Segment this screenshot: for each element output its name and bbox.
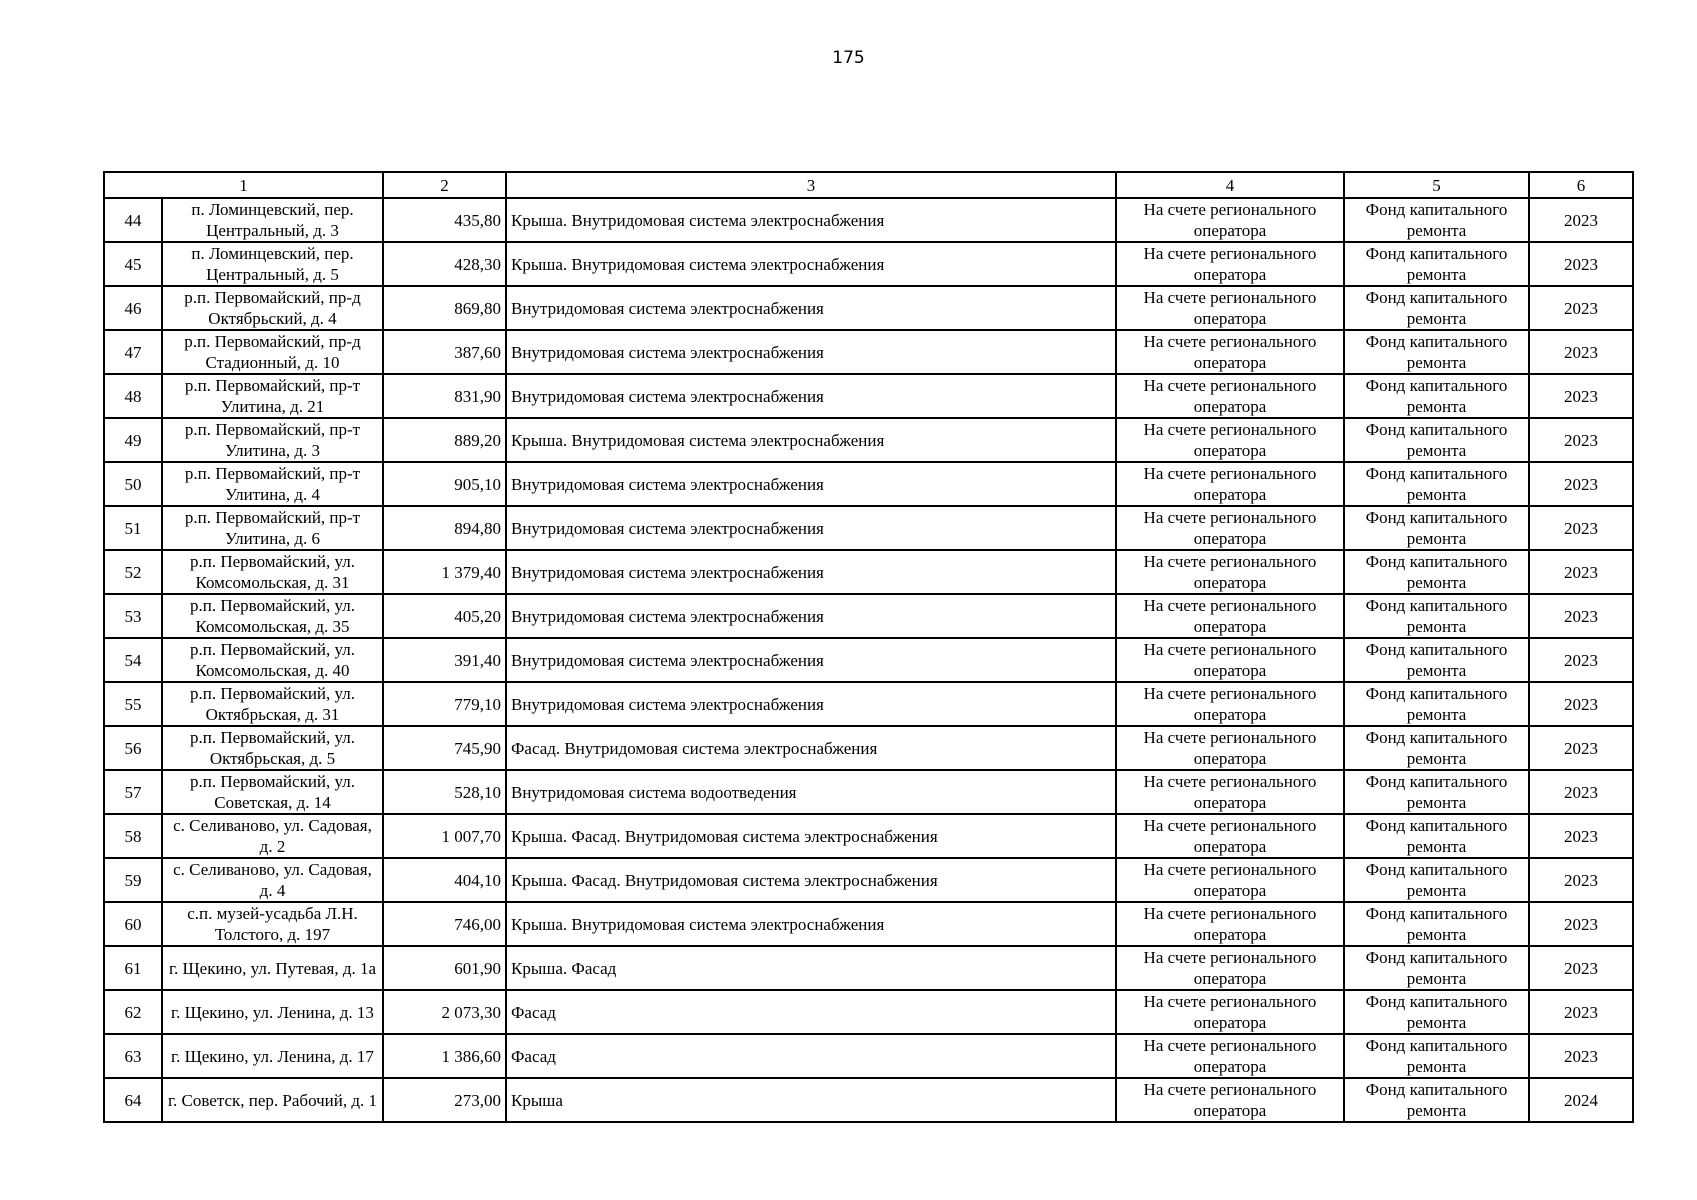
account-cell: На счете регионального оператора bbox=[1116, 638, 1344, 682]
table-row bbox=[104, 198, 1633, 242]
table-row bbox=[104, 550, 1633, 594]
table-row bbox=[104, 594, 1633, 638]
account-cell: На счете регионального оператора bbox=[1116, 198, 1344, 242]
funding-source-cell: Фонд капитального ремонта bbox=[1344, 858, 1529, 902]
year-cell: 2023 bbox=[1529, 814, 1633, 858]
year-cell: 2023 bbox=[1529, 638, 1633, 682]
area-cell: 745,90 bbox=[383, 726, 506, 770]
account-cell: На счете регионального оператора bbox=[1116, 814, 1344, 858]
table-row bbox=[104, 946, 1633, 990]
row-number: 57 bbox=[104, 770, 162, 814]
address-cell: р.п. Первомайский, пр-т Улитина, д. 21 bbox=[162, 374, 383, 418]
funding-source-cell: Фонд капитального ремонта bbox=[1344, 946, 1529, 990]
area-cell: 428,30 bbox=[383, 242, 506, 286]
address-cell: с.п. музей-усадьба Л.Н. Толстого, д. 197 bbox=[162, 902, 383, 946]
funding-source-cell: Фонд капитального ремонта bbox=[1344, 594, 1529, 638]
column-header-4: 4 bbox=[1116, 172, 1344, 198]
area-cell: 779,10 bbox=[383, 682, 506, 726]
funding-source-cell: Фонд капитального ремонта bbox=[1344, 374, 1529, 418]
works-cell: Крыша. Внутридомовая система электроснабжения bbox=[506, 242, 1116, 286]
area-cell: 1 386,60 bbox=[383, 1034, 506, 1078]
area-cell: 746,00 bbox=[383, 902, 506, 946]
address-cell: р.п. Первомайский, ул. Октябрьская, д. 31 bbox=[162, 682, 383, 726]
works-cell: Фасад. Внутридомовая система электроснабжения bbox=[506, 726, 1116, 770]
table-row bbox=[104, 726, 1633, 770]
works-cell: Внутридомовая система водоотведения bbox=[506, 770, 1116, 814]
year-cell: 2023 bbox=[1529, 682, 1633, 726]
area-cell: 905,10 bbox=[383, 462, 506, 506]
account-cell: На счете регионального оператора bbox=[1116, 726, 1344, 770]
funding-source-cell: Фонд капитального ремонта bbox=[1344, 418, 1529, 462]
year-cell: 2023 bbox=[1529, 374, 1633, 418]
address-cell: г. Щекино, ул. Ленина, д. 13 bbox=[162, 990, 383, 1034]
table-row bbox=[104, 506, 1633, 550]
row-number: 55 bbox=[104, 682, 162, 726]
year-cell: 2023 bbox=[1529, 418, 1633, 462]
address-cell: р.п. Первомайский, ул. Советская, д. 14 bbox=[162, 770, 383, 814]
row-number: 62 bbox=[104, 990, 162, 1034]
area-cell: 1 379,40 bbox=[383, 550, 506, 594]
account-cell: На счете регионального оператора bbox=[1116, 330, 1344, 374]
row-number: 44 bbox=[104, 198, 162, 242]
row-number: 48 bbox=[104, 374, 162, 418]
account-cell: На счете регионального оператора bbox=[1116, 682, 1344, 726]
works-cell: Внутридомовая система электроснабжения bbox=[506, 594, 1116, 638]
address-cell: с. Селиваново, ул. Садовая, д. 2 bbox=[162, 814, 383, 858]
area-cell: 869,80 bbox=[383, 286, 506, 330]
works-cell: Крыша. Внутридомовая система электроснабжения bbox=[506, 198, 1116, 242]
row-number: 46 bbox=[104, 286, 162, 330]
account-cell: На счете регионального оператора bbox=[1116, 594, 1344, 638]
funding-source-cell: Фонд капитального ремонта bbox=[1344, 770, 1529, 814]
area-cell: 528,10 bbox=[383, 770, 506, 814]
table-row bbox=[104, 682, 1633, 726]
year-cell: 2023 bbox=[1529, 198, 1633, 242]
address-cell: р.п. Первомайский, ул. Комсомольская, д. 40 bbox=[162, 638, 383, 682]
account-cell: На счете регионального оператора bbox=[1116, 990, 1344, 1034]
address-cell: г. Щекино, ул. Путевая, д. 1а bbox=[162, 946, 383, 990]
table-row bbox=[104, 902, 1633, 946]
area-cell: 387,60 bbox=[383, 330, 506, 374]
row-number: 56 bbox=[104, 726, 162, 770]
works-cell: Внутридомовая система электроснабжения bbox=[506, 462, 1116, 506]
works-cell: Внутридомовая система электроснабжения bbox=[506, 330, 1116, 374]
address-cell: р.п. Первомайский, ул. Комсомольская, д. 31 bbox=[162, 550, 383, 594]
column-number-row bbox=[104, 172, 1633, 198]
table-row bbox=[104, 418, 1633, 462]
funding-source-cell: Фонд капитального ремонта bbox=[1344, 506, 1529, 550]
area-cell: 273,00 bbox=[383, 1078, 506, 1122]
account-cell: На счете регионального оператора bbox=[1116, 770, 1344, 814]
capital-repair-table bbox=[103, 171, 1634, 1123]
account-cell: На счете регионального оператора bbox=[1116, 550, 1344, 594]
table-row bbox=[104, 330, 1633, 374]
account-cell: На счете регионального оператора bbox=[1116, 374, 1344, 418]
table-row bbox=[104, 1034, 1633, 1078]
funding-source-cell: Фонд капитального ремонта bbox=[1344, 242, 1529, 286]
table-row bbox=[104, 462, 1633, 506]
works-cell: Внутридомовая система электроснабжения bbox=[506, 506, 1116, 550]
funding-source-cell: Фонд капитального ремонта bbox=[1344, 198, 1529, 242]
address-cell: р.п. Первомайский, пр-т Улитина, д. 6 bbox=[162, 506, 383, 550]
row-number: 49 bbox=[104, 418, 162, 462]
year-cell: 2024 bbox=[1529, 1078, 1633, 1122]
table-row bbox=[104, 858, 1633, 902]
works-cell: Крыша. Фасад bbox=[506, 946, 1116, 990]
area-cell: 405,20 bbox=[383, 594, 506, 638]
funding-source-cell: Фонд капитального ремонта bbox=[1344, 330, 1529, 374]
year-cell: 2023 bbox=[1529, 330, 1633, 374]
area-cell: 1 007,70 bbox=[383, 814, 506, 858]
row-number: 61 bbox=[104, 946, 162, 990]
address-cell: с. Селиваново, ул. Садовая, д. 4 bbox=[162, 858, 383, 902]
address-cell: р.п. Первомайский, пр-т Улитина, д. 3 bbox=[162, 418, 383, 462]
year-cell: 2023 bbox=[1529, 286, 1633, 330]
year-cell: 2023 bbox=[1529, 242, 1633, 286]
row-number: 52 bbox=[104, 550, 162, 594]
funding-source-cell: Фонд капитального ремонта bbox=[1344, 1034, 1529, 1078]
account-cell: На счете регионального оператора bbox=[1116, 902, 1344, 946]
address-cell: р.п. Первомайский, ул. Комсомольская, д. 35 bbox=[162, 594, 383, 638]
table-row bbox=[104, 374, 1633, 418]
row-number: 47 bbox=[104, 330, 162, 374]
funding-source-cell: Фонд капитального ремонта bbox=[1344, 814, 1529, 858]
works-cell: Крыша bbox=[506, 1078, 1116, 1122]
row-number: 58 bbox=[104, 814, 162, 858]
funding-source-cell: Фонд капитального ремонта bbox=[1344, 726, 1529, 770]
page-number: 175 bbox=[832, 48, 865, 68]
year-cell: 2023 bbox=[1529, 902, 1633, 946]
year-cell: 2023 bbox=[1529, 550, 1633, 594]
row-number: 54 bbox=[104, 638, 162, 682]
address-cell: р.п. Первомайский, ул. Октябрьская, д. 5 bbox=[162, 726, 383, 770]
table-row bbox=[104, 638, 1633, 682]
works-cell: Крыша. Внутридомовая система электроснабжения bbox=[506, 902, 1116, 946]
funding-source-cell: Фонд капитального ремонта bbox=[1344, 902, 1529, 946]
account-cell: На счете регионального оператора bbox=[1116, 462, 1344, 506]
area-cell: 894,80 bbox=[383, 506, 506, 550]
year-cell: 2023 bbox=[1529, 946, 1633, 990]
account-cell: На счете регионального оператора bbox=[1116, 1034, 1344, 1078]
year-cell: 2023 bbox=[1529, 990, 1633, 1034]
address-cell: р.п. Первомайский, пр-д Октябрьский, д. 4 bbox=[162, 286, 383, 330]
column-header-6: 6 bbox=[1529, 172, 1633, 198]
column-header-1: 1 bbox=[104, 172, 383, 198]
account-cell: На счете регионального оператора bbox=[1116, 506, 1344, 550]
funding-source-cell: Фонд капитального ремонта bbox=[1344, 990, 1529, 1034]
row-number: 64 bbox=[104, 1078, 162, 1122]
table-row bbox=[104, 814, 1633, 858]
funding-source-cell: Фонд капитального ремонта bbox=[1344, 638, 1529, 682]
address-cell: р.п. Первомайский, пр-т Улитина, д. 4 bbox=[162, 462, 383, 506]
works-cell: Внутридомовая система электроснабжения bbox=[506, 374, 1116, 418]
works-cell: Фасад bbox=[506, 1034, 1116, 1078]
year-cell: 2023 bbox=[1529, 770, 1633, 814]
works-cell: Внутридомовая система электроснабжения bbox=[506, 682, 1116, 726]
funding-source-cell: Фонд капитального ремонта bbox=[1344, 682, 1529, 726]
row-number: 45 bbox=[104, 242, 162, 286]
table-row bbox=[104, 242, 1633, 286]
table-row bbox=[104, 770, 1633, 814]
column-header-5: 5 bbox=[1344, 172, 1529, 198]
table-row bbox=[104, 1078, 1633, 1122]
row-number: 51 bbox=[104, 506, 162, 550]
account-cell: На счете регионального оператора bbox=[1116, 1078, 1344, 1122]
year-cell: 2023 bbox=[1529, 594, 1633, 638]
row-number: 59 bbox=[104, 858, 162, 902]
table-row bbox=[104, 286, 1633, 330]
works-cell: Крыша. Внутридомовая система электроснабжения bbox=[506, 418, 1116, 462]
area-cell: 391,40 bbox=[383, 638, 506, 682]
row-number: 63 bbox=[104, 1034, 162, 1078]
year-cell: 2023 bbox=[1529, 858, 1633, 902]
year-cell: 2023 bbox=[1529, 726, 1633, 770]
row-number: 50 bbox=[104, 462, 162, 506]
account-cell: На счете регионального оператора bbox=[1116, 286, 1344, 330]
works-cell: Внутридомовая система электроснабжения bbox=[506, 638, 1116, 682]
works-cell: Крыша. Фасад. Внутридомовая система электроснабжения bbox=[506, 858, 1116, 902]
year-cell: 2023 bbox=[1529, 1034, 1633, 1078]
area-cell: 889,20 bbox=[383, 418, 506, 462]
column-header-2: 2 bbox=[383, 172, 506, 198]
address-cell: г. Советск, пер. Рабочий, д. 1 bbox=[162, 1078, 383, 1122]
area-cell: 404,10 bbox=[383, 858, 506, 902]
table-body bbox=[104, 198, 1633, 1122]
year-cell: 2023 bbox=[1529, 462, 1633, 506]
account-cell: На счете регионального оператора bbox=[1116, 946, 1344, 990]
year-cell: 2023 bbox=[1529, 506, 1633, 550]
address-cell: п. Ломинцевский, пер. Центральный, д. 5 bbox=[162, 242, 383, 286]
table-row bbox=[104, 990, 1633, 1034]
address-cell: п. Ломинцевский, пер. Центральный, д. 3 bbox=[162, 198, 383, 242]
works-cell: Внутридомовая система электроснабжения bbox=[506, 550, 1116, 594]
address-cell: г. Щекино, ул. Ленина, д. 17 bbox=[162, 1034, 383, 1078]
area-cell: 601,90 bbox=[383, 946, 506, 990]
funding-source-cell: Фонд капитального ремонта bbox=[1344, 1078, 1529, 1122]
area-cell: 831,90 bbox=[383, 374, 506, 418]
account-cell: На счете регионального оператора bbox=[1116, 858, 1344, 902]
account-cell: На счете регионального оператора bbox=[1116, 242, 1344, 286]
works-cell: Фасад bbox=[506, 990, 1116, 1034]
funding-source-cell: Фонд капитального ремонта bbox=[1344, 550, 1529, 594]
column-header-3: 3 bbox=[506, 172, 1116, 198]
address-cell: р.п. Первомайский, пр-д Стадионный, д. 10 bbox=[162, 330, 383, 374]
works-cell: Крыша. Фасад. Внутридомовая система электроснабжения bbox=[506, 814, 1116, 858]
account-cell: На счете регионального оператора bbox=[1116, 418, 1344, 462]
area-cell: 435,80 bbox=[383, 198, 506, 242]
row-number: 60 bbox=[104, 902, 162, 946]
funding-source-cell: Фонд капитального ремонта bbox=[1344, 462, 1529, 506]
row-number: 53 bbox=[104, 594, 162, 638]
funding-source-cell: Фонд капитального ремонта bbox=[1344, 286, 1529, 330]
works-cell: Внутридомовая система электроснабжения bbox=[506, 286, 1116, 330]
area-cell: 2 073,30 bbox=[383, 990, 506, 1034]
